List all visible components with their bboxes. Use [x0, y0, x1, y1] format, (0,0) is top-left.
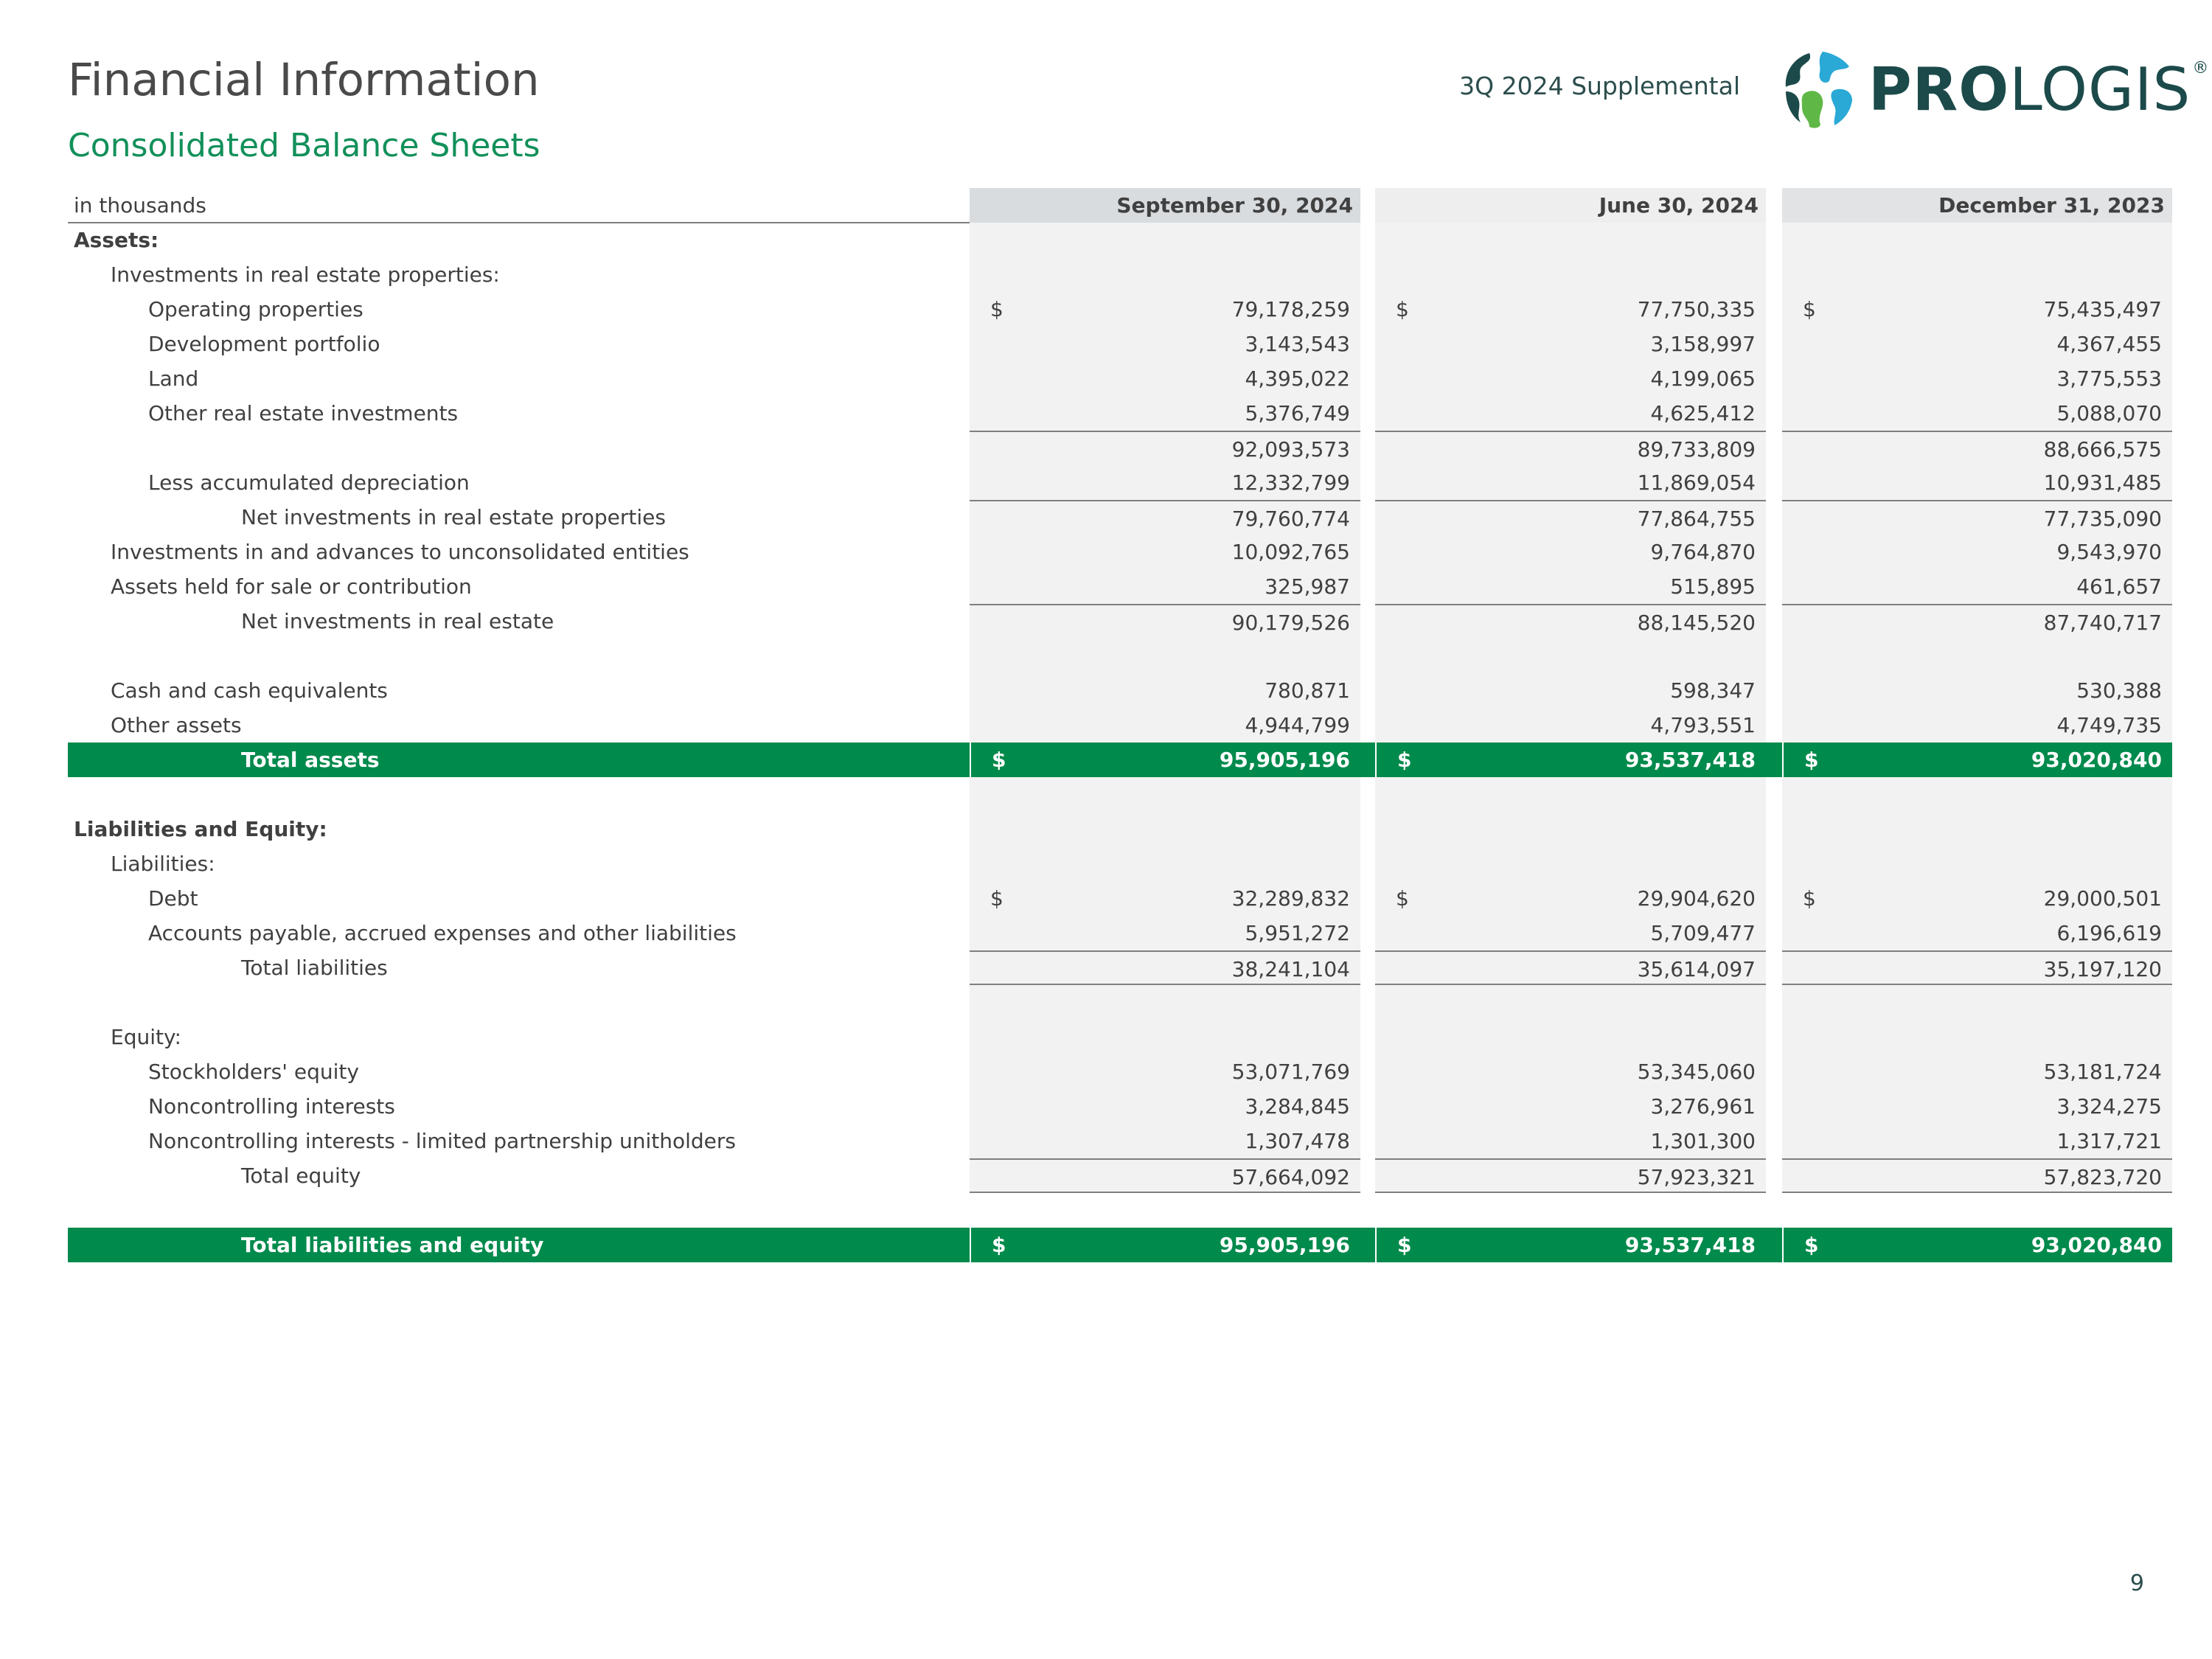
section-heading: Assets:	[74, 228, 159, 252]
cell-value: 530,388	[2076, 678, 2162, 703]
spacer-row	[68, 639, 2172, 673]
table-row	[68, 1054, 2172, 1089]
cell-value: 5,376,749	[1245, 401, 1350, 425]
cell-value: 93,020,840	[2031, 1233, 2162, 1257]
row-label: Accounts payable, accrued expenses and other liabilities	[148, 921, 737, 945]
logo-wordmark: PROLOGIS®	[1868, 55, 2210, 124]
cell-value: 3,276,961	[1650, 1094, 1756, 1119]
table-row	[68, 881, 2172, 916]
row-label: Equity:	[111, 1025, 181, 1049]
total-liabilities-equity-row	[68, 1228, 2172, 1262]
table-row	[68, 396, 2172, 431]
subtotal-row	[68, 604, 2172, 639]
row-label: Stockholders' equity	[148, 1060, 359, 1084]
currency-symbol: $	[1397, 748, 1412, 772]
cell-value: 53,345,060	[1637, 1060, 1756, 1084]
cell-value: 87,740,717	[2043, 611, 2162, 635]
currency-symbol: $	[1804, 1233, 1819, 1257]
cell-value: 3,324,275	[2056, 1094, 2162, 1119]
balance-sheet-table	[68, 188, 2172, 1262]
spacer-row	[68, 1193, 2172, 1228]
cell-value: 4,395,022	[1245, 366, 1350, 391]
cell-value: 57,923,321	[1637, 1165, 1756, 1189]
currency-symbol: $	[992, 748, 1006, 772]
subheading-row	[68, 1020, 2172, 1054]
supplemental-label: 3Q 2024 Supplemental	[1459, 72, 1740, 100]
row-label: Other assets	[111, 713, 242, 737]
cell-value: 32,289,832	[1231, 886, 1350, 911]
cell-value: 4,625,412	[1650, 401, 1756, 425]
row-label: Investments in real estate properties:	[111, 262, 500, 287]
page-subtitle: Consolidated Balance Sheets	[68, 127, 540, 164]
row-label: Total assets	[241, 748, 380, 772]
cell-value: 35,614,097	[1637, 957, 1756, 981]
row-label: Liabilities:	[111, 852, 215, 876]
table-row	[68, 1124, 2172, 1158]
prologis-logo	[1780, 47, 2209, 133]
row-label: Assets held for sale or contribution	[111, 574, 472, 599]
cell-value: 95,905,196	[1219, 1233, 1350, 1257]
cell-value: 5,088,070	[2056, 401, 2162, 425]
table-row	[68, 535, 2172, 569]
cell-value: 10,931,485	[2043, 470, 2162, 495]
cell-value: 12,332,799	[1231, 470, 1350, 495]
currency-symbol: $	[1396, 297, 1409, 321]
cell-value: 4,793,551	[1650, 713, 1756, 737]
row-label: Total liabilities and equity	[241, 1233, 544, 1257]
cell-value: 9,543,970	[2056, 540, 2162, 564]
cell-value: 5,709,477	[1650, 921, 1756, 945]
subtotal-row	[68, 1158, 2172, 1193]
row-label: Net investments in real estate	[241, 609, 554, 633]
table-row	[68, 708, 2172, 742]
cell-value: 35,197,120	[2043, 957, 2162, 981]
column-header: June 30, 2024	[1599, 193, 1759, 218]
subtotal-row	[68, 950, 2172, 985]
subtotal-row	[68, 500, 2172, 535]
row-label: Investments in and advances to unconsolidated entities	[111, 540, 689, 564]
cell-value: 3,284,845	[1245, 1094, 1350, 1119]
cell-value: 89,733,809	[1637, 437, 1756, 462]
cell-value: 93,537,418	[1624, 748, 1756, 772]
cell-value: 75,435,497	[2043, 297, 2162, 321]
section-heading-row	[68, 223, 2172, 257]
currency-symbol: $	[992, 1233, 1006, 1257]
cell-value: 10,092,765	[1231, 540, 1350, 564]
cell-value: 79,178,259	[1231, 297, 1350, 321]
row-label: Net investments in real estate properties	[241, 505, 666, 529]
currency-symbol: $	[1804, 748, 1819, 772]
cell-value: 29,904,620	[1637, 886, 1756, 911]
subheading-row	[68, 846, 2172, 881]
table-row	[68, 361, 2172, 396]
table-row	[68, 916, 2172, 950]
subtotal-row	[68, 431, 2172, 465]
row-label: Less accumulated depreciation	[148, 470, 470, 495]
currency-symbol: $	[990, 886, 1004, 911]
cell-value: 93,537,418	[1624, 1233, 1756, 1257]
globe-icon	[1780, 49, 1858, 131]
cell-value: 11,869,054	[1637, 470, 1756, 495]
cell-value: 77,750,335	[1637, 297, 1756, 321]
cell-value: 77,864,755	[1637, 507, 1756, 531]
cell-value: 5,951,272	[1245, 921, 1350, 945]
currency-symbol: $	[1803, 297, 1816, 321]
cell-value: 325,987	[1265, 574, 1350, 599]
table-row	[68, 292, 2172, 327]
table-row	[68, 327, 2172, 361]
cell-value: 53,071,769	[1231, 1060, 1350, 1084]
spacer-row	[68, 777, 2172, 812]
cell-value: 93,020,840	[2031, 748, 2162, 772]
cell-value: 77,735,090	[2043, 507, 2162, 531]
row-label: Land	[148, 366, 199, 391]
section-heading: Liabilities and Equity:	[74, 817, 327, 841]
cell-value: 6,196,619	[2056, 921, 2162, 945]
cell-value: 4,199,065	[1650, 366, 1756, 391]
cell-value: 3,143,543	[1245, 332, 1350, 356]
currency-symbol: $	[1803, 886, 1816, 911]
row-label: Other real estate investments	[148, 401, 459, 425]
cell-value: 95,905,196	[1219, 748, 1350, 772]
total-assets-row	[68, 742, 2172, 777]
cell-value: 3,775,553	[2056, 366, 2162, 391]
currency-symbol: $	[990, 297, 1004, 321]
table-header-row	[68, 188, 2172, 223]
cell-value: 4,749,735	[2056, 713, 2162, 737]
row-label: Noncontrolling interests	[148, 1094, 395, 1119]
cell-value: 29,000,501	[2043, 886, 2162, 911]
section-heading-row	[68, 812, 2172, 846]
row-label: Noncontrolling interests - limited partnership unitholders	[148, 1129, 736, 1153]
cell-value: 79,760,774	[1231, 507, 1350, 531]
cell-value: 3,158,997	[1650, 332, 1756, 356]
table-row	[68, 465, 2172, 500]
row-label: Total equity	[241, 1164, 361, 1188]
cell-value: 1,301,300	[1650, 1129, 1756, 1153]
cell-value: 57,664,092	[1231, 1165, 1350, 1189]
page-number: 9	[2129, 1571, 2144, 1596]
table-row	[68, 673, 2172, 708]
cell-value: 90,179,526	[1231, 611, 1350, 635]
cell-value: 598,347	[1670, 678, 1756, 703]
cell-value: 92,093,573	[1231, 437, 1350, 462]
column-header: December 31, 2023	[1938, 193, 2165, 218]
unit-label: in thousands	[74, 193, 206, 218]
cell-value: 38,241,104	[1231, 957, 1350, 981]
column-header: September 30, 2024	[1116, 193, 1353, 218]
cell-value: 53,181,724	[2043, 1060, 2162, 1084]
cell-value: 1,307,478	[1245, 1129, 1350, 1153]
cell-value: 780,871	[1265, 678, 1350, 703]
table-row	[68, 1089, 2172, 1124]
cell-value: 461,657	[2076, 574, 2162, 599]
row-label: Cash and cash equivalents	[111, 678, 388, 703]
cell-value: 88,666,575	[2043, 437, 2162, 462]
cell-value: 88,145,520	[1637, 611, 1756, 635]
cell-value: 515,895	[1670, 574, 1756, 599]
row-label: Operating properties	[148, 297, 364, 321]
subheading-row	[68, 257, 2172, 292]
cell-value: 57,823,720	[2043, 1165, 2162, 1189]
row-label: Debt	[148, 886, 198, 911]
table-row	[68, 569, 2172, 604]
page-title: Financial Information	[68, 54, 540, 106]
spacer-row	[68, 985, 2172, 1020]
cell-value: 4,367,455	[2056, 332, 2162, 356]
row-label: Total liabilities	[241, 956, 388, 980]
cell-value: 9,764,870	[1650, 540, 1756, 564]
row-label: Development portfolio	[148, 332, 380, 356]
currency-symbol: $	[1397, 1233, 1412, 1257]
currency-symbol: $	[1396, 886, 1409, 911]
cell-value: 1,317,721	[2056, 1129, 2162, 1153]
cell-value: 4,944,799	[1245, 713, 1350, 737]
